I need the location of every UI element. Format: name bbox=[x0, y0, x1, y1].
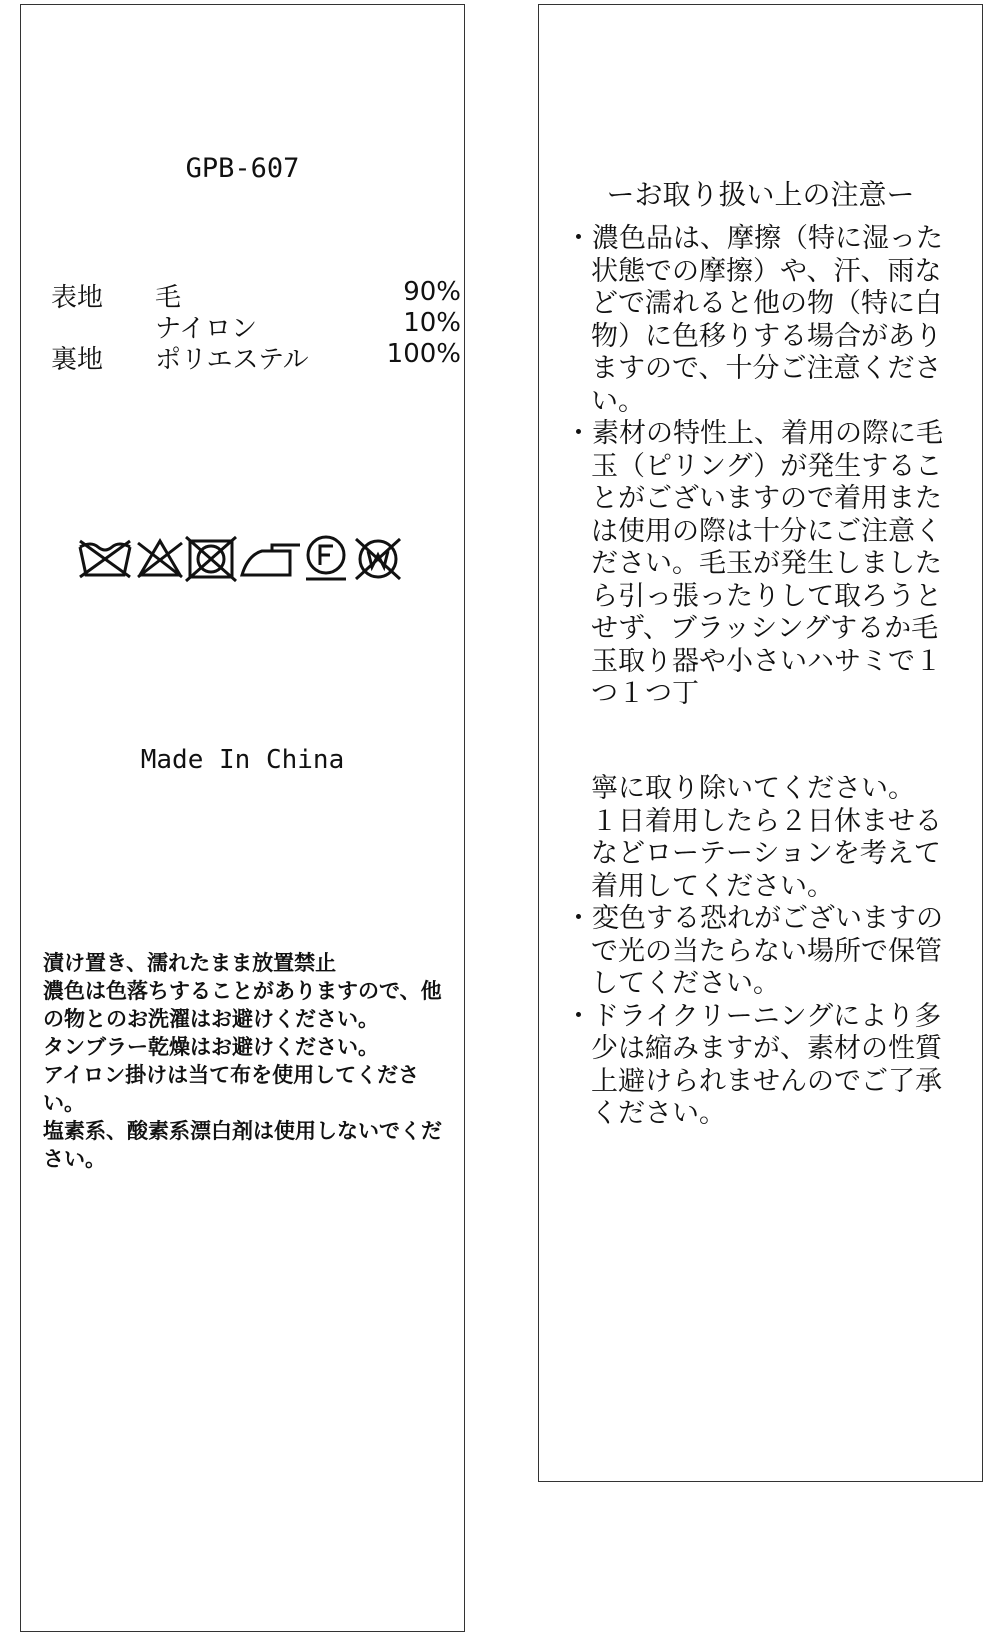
handling-note: ・素材の特性上、着用の際に毛玉（ピリング）が発生することがございますので着用または使用の際は十分にご注意ください。毛玉が発生しましたら引っ張ったりして取ろうとせず、ブラッシングするか毛玉取り器や小さいハサミで１つ１つ丁 bbox=[565, 418, 943, 709]
composition-percent: 90% bbox=[403, 277, 461, 307]
composition-row bbox=[51, 308, 461, 344]
warning-line: アイロン掛けは当て布を使用してください。 bbox=[43, 1063, 420, 1115]
handling-note: 寧に取り除いてください。 bbox=[591, 773, 915, 804]
handling-note: ・濃色品は、摩擦（特に湿った状態での摩擦）や、汗、雨などで濡れると他の物（特に白物）に色移りする場合がありますので、十分ご注意ください。 bbox=[565, 223, 943, 417]
iron-low-icon bbox=[242, 545, 300, 575]
no-tumble-dry-icon bbox=[186, 537, 236, 581]
handling-note: １日着用したら２日休ませるなどローテーションを考えて着用してください。 bbox=[591, 805, 942, 902]
warning-line: タンブラー乾燥はお避けください。 bbox=[43, 1035, 379, 1059]
dry-clean-f-icon bbox=[306, 537, 346, 579]
composition-material: ポリエステル bbox=[155, 345, 309, 375]
composition-percent: 10% bbox=[403, 308, 461, 338]
handling-note: ・変色する恐れがございますので光の当たらない場所で保管してください。 bbox=[565, 903, 943, 999]
warning-line: 塩素系、酸素系漂白剤は使用しないでください。 bbox=[43, 1119, 442, 1171]
composition-row bbox=[51, 339, 461, 375]
warning-line: 濃色は色落ちすることがありますので、他の物とのお洗濯はお避けください。 bbox=[43, 979, 442, 1031]
handling-note: ・ドライクリーニングにより多少は縮みますが、素材の性質上避けられませんのでご了承ください。 bbox=[565, 1000, 942, 1129]
handling-notes-upper bbox=[565, 223, 965, 711]
country-of-origin: Made In China bbox=[140, 745, 345, 775]
handling-notes-lower bbox=[565, 773, 965, 1131]
composition-percent: 100% bbox=[386, 339, 461, 369]
warning-text bbox=[43, 949, 448, 1173]
warning-line: 漬け置き、濡れたまま放置禁止 bbox=[43, 951, 337, 975]
care-label-right bbox=[538, 4, 983, 1482]
composition-part: 裏地 bbox=[51, 345, 104, 375]
no-bleach-icon bbox=[138, 541, 182, 577]
product-code: GPB-607 bbox=[185, 153, 300, 184]
composition-row bbox=[51, 277, 461, 313]
composition-material: 毛 bbox=[155, 283, 182, 313]
composition-part: 表地 bbox=[51, 283, 104, 313]
composition-material: ナイロン bbox=[155, 314, 258, 344]
care-label-left bbox=[20, 4, 465, 1632]
handling-notes-title: ーお取り扱い上の注意ー bbox=[606, 178, 915, 211]
no-wet-clean-icon bbox=[356, 539, 400, 579]
no-washing-icon bbox=[80, 541, 130, 577]
care-symbols bbox=[76, 533, 436, 583]
